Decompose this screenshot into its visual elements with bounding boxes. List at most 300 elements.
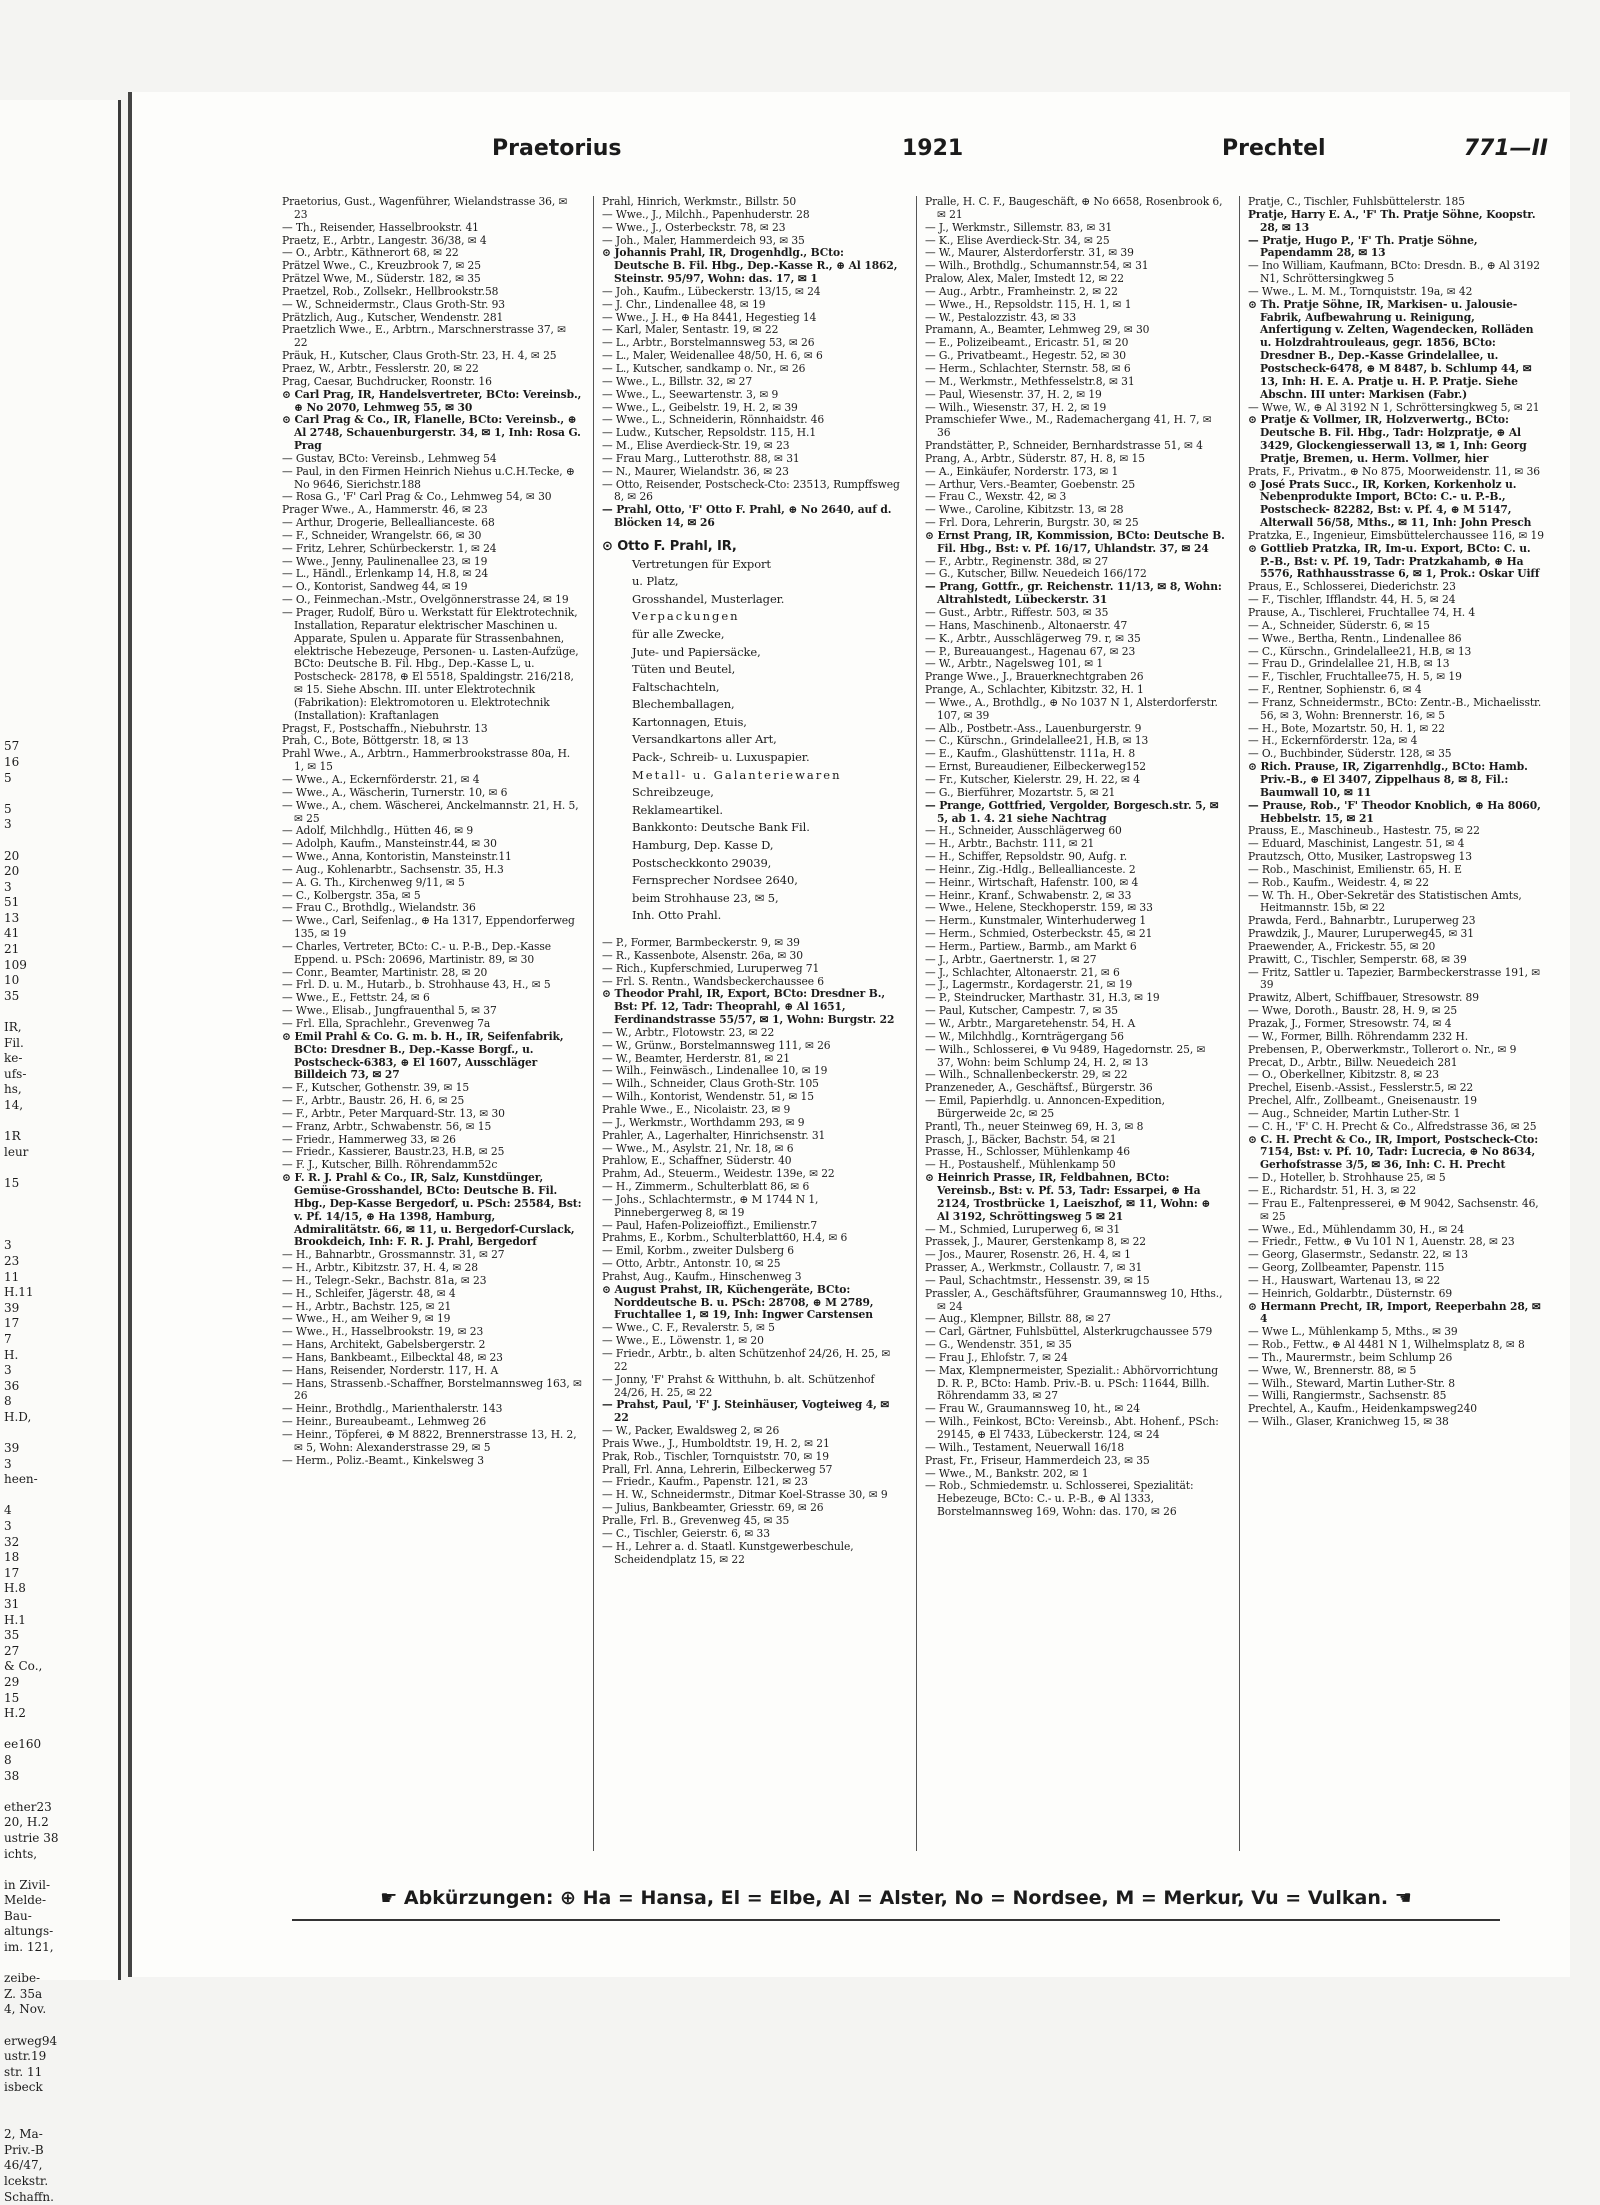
margin-fragment xyxy=(0,318,118,334)
margin-fragment: Z. 35a xyxy=(4,1986,43,2001)
margin-fragment xyxy=(0,396,118,412)
margin-fragment: 15 xyxy=(4,1175,20,1190)
margin-fragment xyxy=(0,1862,118,1878)
margin-fragment: 46/47, xyxy=(4,2158,43,2173)
directory-entry: Prandstätter, P., Schneider, Bernhardstrasse 51, ✉ 4 xyxy=(925,439,1203,453)
directory-entry: — F., Arbtr., Reginenstr. 38d, ✉ 27 xyxy=(925,554,1109,568)
directory-entry: — A., Schneider, Süderstr. 6, ✉ 15 xyxy=(1248,618,1430,632)
margin-fragment: 109 xyxy=(4,957,27,972)
margin-fragment xyxy=(0,833,118,849)
directory-entry: — W., Arbtr., Nagelsweg 101, ✉ 1 xyxy=(925,657,1104,671)
margin-fragment xyxy=(0,1784,118,1800)
directory-entry: — Arthur, Vers.-Beamter, Goebenstr. 25 xyxy=(925,477,1136,491)
directory-entry: — Wwe., Caroline, Kibitzstr. 13, ✉ 28 xyxy=(925,503,1124,517)
margin-fragment: H.8 xyxy=(4,1581,26,1596)
directory-entry: — A. G. Th., Kirchenweg 9/11, ✉ 5 xyxy=(282,875,465,889)
directory-entry: — Wilh., Feinkost, BCto: Vereinsb., Abt. Hohenf., PSch: 29145, ⊕ El 7433, Lübeckerstr. 124, ✉ 24 xyxy=(925,1415,1219,1441)
directory-entry: — Jonny, 'F' Prahst & Witthuhn, b. alt. Schützenhof 24/26, H. 25, ✉ 22 xyxy=(602,1372,875,1399)
directory-entry: — Heinrich, Goldarbtr., Düsternstr. 69 xyxy=(1248,1286,1453,1300)
margin-fragment xyxy=(0,256,118,272)
directory-entry: — Th., Maurermstr., beim Schlump 26 xyxy=(1248,1350,1453,1364)
directory-entry: — Julius, Bankbeamter, Griesstr. 69, ✉ 26 xyxy=(602,1501,824,1515)
advertisement-line: Tüten und Beutel, xyxy=(632,662,736,677)
directory-entry: — Gust., Arbtr., Riffestr. 503, ✉ 35 xyxy=(925,606,1109,619)
directory-entry: ⊙ August Prahst, IR, Küchengeräte, BCto: Norddeutsche B. u. PSch: 28708, ⊕ M 2789, Fruchtallee 1, ✉ 19, Inh: Ingwer Carstensen xyxy=(602,1282,874,1322)
directory-entry: — W., Schneidermstr., Claus Groth-Str. 93 xyxy=(282,297,505,311)
directory-entry: — H., Schiffer, Repsoldstr. 90, Aufg. r. xyxy=(925,850,1127,864)
directory-entry: — Frl. Dora, Lehrerin, Burgstr. 30, ✉ 25 xyxy=(925,516,1139,530)
directory-entry: — C. H., 'F' C. H. Precht & Co., Alfredstrasse 36, ✉ 25 xyxy=(1248,1119,1537,1133)
directory-entry: — Friedr., Hammerweg 33, ✉ 26 xyxy=(282,1132,456,1146)
margin-fragment: 35 xyxy=(4,1628,20,1643)
directory-entry: — Wwe., C. F., Revalerstr. 5, ✉ 5 xyxy=(602,1321,775,1335)
margin-fragment xyxy=(0,272,118,288)
directory-entry: — Wwe., H., Hasselbrookstr. 19, ✉ 23 xyxy=(282,1325,484,1339)
directory-entry: — M., Schmied, Luruperweg 6, ✉ 31 xyxy=(925,1222,1121,1236)
directory-entry: — Hans, Architekt, Gabelsbergerstr. 2 xyxy=(282,1338,486,1352)
margin-fragment xyxy=(0,568,118,584)
directory-entry: — Wwe., Bertha, Rentn., Lindenallee 86 xyxy=(1248,631,1462,645)
directory-entry: Prauss, E., Maschineub., Hastestr. 75, ✉ 22 xyxy=(1248,824,1480,838)
margin-fragment: 38 xyxy=(4,1768,20,1783)
header-first-entry: Praetorius xyxy=(492,136,622,161)
margin-fragment: H.1 xyxy=(4,1612,26,1627)
directory-entry: — Hans, Strassenb.-Schaffner, Borstelmannsweg 163, ✉ 26 xyxy=(282,1376,582,1403)
margin-fragment: & Co., xyxy=(4,1659,43,1674)
directory-entry: — Aug., Arbtr., Framheinstr. 2, ✉ 22 xyxy=(925,284,1118,298)
directory-entry: — W., Pestalozzistr. 43, ✉ 33 xyxy=(925,310,1077,324)
margin-fragment: 7 xyxy=(4,1331,12,1346)
margin-fragment: 35 xyxy=(4,988,20,1003)
advertisement-line: Faltschachteln, xyxy=(632,679,720,694)
directory-entry: — Herm., Kunstmaler, Winterhuderweg 1 xyxy=(925,914,1147,928)
advertisement-line: Verpackungen xyxy=(632,609,740,624)
directory-entry: — Prahl, Otto, 'F' Otto F. Prahl, ⊕ No 2640, auf d. Blöcken 14, ✉ 26 xyxy=(602,503,892,530)
directory-entry: — Frl. D. u. M., Hutarb., b. Strohhause 43, H., ✉ 5 xyxy=(282,978,551,992)
directory-entry: Prah, C., Bote, Böttgerstr. 18, ✉ 13 xyxy=(282,734,469,748)
directory-entry: — Rob., Maschinist, Emilienstr. 65, H. E xyxy=(1248,862,1462,876)
margin-fragment xyxy=(0,1722,118,1738)
directory-entry: — Hans, Bankbeamt., Eilbecktal 48, ✉ 23 xyxy=(282,1350,503,1364)
margin-fragment xyxy=(0,287,118,303)
margin-fragment: str. 11 xyxy=(4,2064,43,2079)
directory-entry: — Frau C., Brothdlg., Wielandstr. 36 xyxy=(282,901,476,915)
directory-entry: Prazak, J., Former, Stresowstr. 74, ✉ 4 xyxy=(1248,1017,1452,1030)
directory-entry: — Herm., Schlachter, Sternstr. 58, ✉ 6 xyxy=(925,361,1131,375)
directory-entry: — Wilh., Brothdlg., Schumannstr.54, ✉ 31 xyxy=(925,259,1149,273)
directory-entry: — F., Tischler, Ifflandstr. 44, H. 5, ✉ 24 xyxy=(1248,593,1456,607)
margin-fragment xyxy=(0,1160,118,1176)
directory-entry: — H., Telegr.-Sekr., Bachstr. 81a, ✉ 23 xyxy=(282,1273,487,1287)
page-number: 771—II xyxy=(1463,136,1548,161)
directory-entry: — L., Kutscher, sandkamp o. Nr., ✉ 26 xyxy=(602,361,806,375)
directory-entry: — Wwe L., Mühlenkamp 5, Mths., ✉ 39 xyxy=(1248,1325,1458,1339)
margin-fragment xyxy=(0,724,118,740)
directory-entry: — Johs., Schlachtermstr., ⊕ M 1744 N 1, Pinnebergerweg 8, ✉ 19 xyxy=(602,1192,819,1219)
directory-entry: — Wwe., M., Bankstr. 202, ✉ 1 xyxy=(925,1466,1089,1480)
directory-entry: Prahl Wwe., A., Arbtrn., Hammerbrookstrasse 80a, H. 1, ✉ 15 xyxy=(282,747,571,774)
directory-entry: — Emil, Papierhdlg. u. Annoncen-Expedition, Bürgerweide 2c, ✉ 25 xyxy=(925,1094,1165,1120)
directory-entry: — Wilh., Feinwäsch., Lindenallee 10, ✉ 19 xyxy=(602,1064,828,1078)
directory-entry: Prechel, Eisenb.-Assist., Fesslerstr.5, ✉ 22 xyxy=(1248,1081,1474,1095)
directory-entry: — A., Einkäufer, Norderstr. 173, ✉ 1 xyxy=(925,464,1119,478)
directory-entry: — Herm., Schmied, Osterbeckstr. 45, ✉ 21 xyxy=(925,927,1153,941)
directory-entry: — Joh., Kaufm., Lübeckerstr. 13/15, ✉ 24 xyxy=(602,284,821,298)
margin-fragment: leur xyxy=(4,1144,29,1159)
margin-fragment xyxy=(0,646,118,662)
column-divider xyxy=(593,196,594,1851)
directory-entry: Prause, A., Tischlerei, Fruchtallee 74, H. 4 xyxy=(1248,606,1476,619)
directory-entry: — Franz, Schneidermstr., BCto: Zentr.-B., Michaelisstr. 56, ✉ 3, Wohn: Brennerstr. 16, ✉ 5 xyxy=(1248,695,1542,722)
advertisement-line: Schreibzeuge, xyxy=(632,785,714,800)
margin-fragment: 3 xyxy=(4,1363,12,1378)
directory-entry: — H., Arbtr., Bachstr. 125, ✉ 21 xyxy=(282,1299,452,1313)
directory-entry: — Wwe., L., Seewartenstr. 3, ✉ 9 xyxy=(602,387,779,401)
directory-entry: — O., Oberkellner, Kibitzstr. 8, ✉ 23 xyxy=(1248,1068,1439,1082)
column-divider xyxy=(916,196,917,1851)
margin-fragment xyxy=(0,1956,118,1972)
directory-entry: Praetzlich Wwe., E., Arbtrn., Marschnerstrasse 37, ✉ 22 xyxy=(282,323,567,350)
directory-entry: — Georg, Zollbeamter, Papenstr. 115 xyxy=(1248,1261,1445,1275)
margin-fragment: 3 xyxy=(4,817,12,832)
directory-entry: — Charles, Vertreter, BCto: C.- u. P.-B., Dep.-Kasse Eppend. u. PSch: 20696, Martinistr. 89, ✉ 30 xyxy=(282,939,552,966)
directory-entry: — Carl, Gärtner, Fuhlsbüttel, Alsterkrugchaussee 579 xyxy=(925,1325,1213,1339)
directory-entry: — Wilh., Wiesenstr. 37, H. 2, ✉ 19 xyxy=(925,400,1107,414)
directory-entry: Prahlow, E., Schaffner, Süderstr. 40 xyxy=(602,1154,792,1168)
advertisement-line: Postscheckkonto 29039, xyxy=(632,855,772,870)
margin-fragment xyxy=(0,209,118,225)
margin-fragment: 23 xyxy=(4,1253,20,1268)
directory-entry: — N., Maurer, Wielandstr. 36, ✉ 23 xyxy=(602,464,789,478)
directory-entry: — F., Kutscher, Gothenstr. 39, ✉ 15 xyxy=(282,1081,470,1095)
directory-entry: Praetzel, Rob., Zollsekr., Hellbrookstr.58 xyxy=(282,284,499,298)
directory-entry: — W., Grünw., Borstelmannsweg 111, ✉ 26 xyxy=(602,1038,831,1052)
directory-entry: Prahle Wwe., E., Nicolaistr. 23, ✉ 9 xyxy=(602,1102,791,1116)
margin-fragment: 2, Ma- xyxy=(4,2127,43,2142)
directory-entry: Pratje, Harry E. A., 'F' Th. Pratje Söhne, Koopstr. 28, ✉ 13 xyxy=(1248,207,1536,234)
margin-fragment: 3 xyxy=(4,1238,12,1253)
margin-fragment xyxy=(0,583,118,599)
directory-entry: — Wwe., L., Geibelstr. 19, H. 2, ✉ 39 xyxy=(602,400,798,414)
directory-entry: — J. Chr., Lindenallee 48, ✉ 19 xyxy=(602,297,766,311)
directory-entry: — Heinr., Zig.-Hdlg., Belleallianceste. 2 xyxy=(925,862,1136,876)
margin-fragment xyxy=(0,225,118,241)
directory-entry: — Wwe., Anna, Kontoristin, Mansteinstr.11 xyxy=(282,850,512,864)
directory-entry: — Fritz, Sattler u. Tapezier, Barmbeckerstrasse 191, ✉ 39 xyxy=(1248,965,1541,992)
margin-fragment xyxy=(0,350,118,366)
margin-fragment: 36 xyxy=(4,1378,20,1393)
directory-entry: — Wilh., Glaser, Kranichweg 15, ✉ 38 xyxy=(1248,1415,1449,1429)
column-1 xyxy=(282,196,582,1851)
advertisement-line: Vertretungen für Export xyxy=(632,556,771,571)
directory-entry: — Wwe., A., Brothdlg., ⊕ No 1037 N 1, Alsterdorferstr. 107, ✉ 39 xyxy=(925,695,1218,722)
directory-entry: — Gustav, BCto: Vereinsb., Lehmweg 54 xyxy=(282,451,497,465)
directory-entry: — Heinr., Töpferei, ⊕ M 8822, Brennerstrasse 13, H. 2, ✉ 5, Wohn: Alexanderstrasse 29, ✉ 5 xyxy=(282,1428,577,1454)
directory-entry: ⊙ Theodor Prahl, IR, Export, BCto: Dresdner B., Bst: Pf. 12, Tadr: Theoprahl, ⊕ Al 1651, Ferdinandstrasse 55/57, ✉ 1, Wohn: Burgstr. 22 xyxy=(602,987,895,1027)
directory-entry: — Paul, in den Firmen Heinrich Niehus u.C.H.Tecke, ⊕ No 9646, Sierichstr.188 xyxy=(282,464,575,491)
directory-entry: — J., Lagermstr., Kordagerstr. 21, ✉ 19 xyxy=(925,978,1133,992)
directory-entry: Prats, F., Privatm., ⊕ No 875, Moorweidenstr. 11, ✉ 36 xyxy=(1248,464,1540,478)
advertisement-line: Inh. Otto Prahl. xyxy=(632,908,722,923)
margin-fragment xyxy=(0,615,118,631)
margin-fragment xyxy=(0,178,118,194)
directory-entry: — Wwe, W., Brennerstr. 88, ✉ 5 xyxy=(1248,1363,1417,1377)
directory-entry: Pralow, Alex, Maler, Imstedt 12, ✉ 22 xyxy=(925,272,1124,286)
directory-entry: Prange, A., Schlachter, Kibitzstr. 32, H. 1 xyxy=(925,683,1144,697)
directory-entry: Prantl, Th., neuer Steinweg 69, H. 3, ✉ 8 xyxy=(925,1119,1144,1133)
margin-fragment xyxy=(0,630,118,646)
directory-entry: — C., Kürschn., Grindelallee21, H.B, ✉ 13 xyxy=(1248,644,1472,658)
directory-entry: — Franz, Arbtr., Schwabenstr. 56, ✉ 15 xyxy=(282,1119,492,1133)
margin-fragment xyxy=(0,1425,118,1441)
directory-entry: — Aug., Klempner, Billstr. 88, ✉ 27 xyxy=(925,1312,1111,1326)
advertisement-line: Pack-, Schreib- u. Luxuspapier. xyxy=(632,750,810,765)
directory-entry: Prang, A., Arbtr., Süderstr. 87, H. 8, ✉ 15 xyxy=(925,451,1145,465)
margin-fragment: 32 xyxy=(4,1534,20,1549)
directory-entry: — Paul, Wiesenstr. 37, H. 2, ✉ 19 xyxy=(925,387,1102,401)
directory-entry: — G., Wendenstr. 351, ✉ 35 xyxy=(925,1338,1072,1352)
margin-fragment: zeibe- xyxy=(4,1971,41,1986)
directory-entry: — Friedr., Arbtr., b. alten Schützenhof 24/26, H. 25, ✉ 22 xyxy=(602,1347,891,1373)
margin-fragment: 57 xyxy=(4,739,20,754)
directory-entry: — Adolph, Kaufm., Mansteinstr.44, ✉ 30 xyxy=(282,837,497,851)
directory-entry: Prasch, J., Bäcker, Bachstr. 54, ✉ 21 xyxy=(925,1132,1117,1146)
directory-entry: — Friedr., Fettw., ⊕ Vu 101 N 1, Auenstr. 28, ✉ 23 xyxy=(1248,1235,1515,1249)
directory-entry: Praewender, A., Frickestr. 55, ✉ 20 xyxy=(1248,939,1436,953)
margin-fragment: Bau- xyxy=(4,1908,32,1923)
margin-fragment: 20 xyxy=(4,848,20,863)
directory-entry: — W., Former, Billh. Röhrendamm 232 H. xyxy=(1248,1029,1469,1043)
directory-entry: — L., Maler, Weidenallee 48/50, H. 6, ✉ 6 xyxy=(602,349,823,363)
margin-fragment xyxy=(0,116,118,132)
margin-fragment xyxy=(0,443,118,459)
margin-fragment: 20, H.2 xyxy=(4,1815,49,1830)
directory-entry: — M., Werkmstr., Methfesselstr.8, ✉ 31 xyxy=(925,374,1135,388)
directory-entry: Prätzel Wwe, M., Süderstr. 182, ✉ 35 xyxy=(282,272,481,286)
margin-fragment xyxy=(0,599,118,615)
margin-fragment xyxy=(0,162,118,178)
directory-entry: — Heinr., Wirtschaft, Hafenstr. 100, ✉ 4 xyxy=(925,875,1139,889)
advertisement-line: u. Platz, xyxy=(632,574,679,589)
directory-entry: Pramann, A., Beamter, Lehmweg 29, ✉ 30 xyxy=(925,323,1150,337)
advertisement-line: Grosshandel, Musterlager. xyxy=(632,591,785,606)
directory-entry: — Wilh., Schneider, Claus Groth-Str. 105 xyxy=(602,1077,819,1091)
directory-page xyxy=(128,92,1570,1977)
directory-entry: — Wwe., E., Löwenstr. 1, ✉ 20 xyxy=(602,1334,764,1348)
margin-fragment xyxy=(0,365,118,381)
directory-entry: ⊙ Johannis Prahl, IR, Drogenhdlg., BCto: Deutsche B. Fil. Hbg., Dep.-Kasse R., ⊕ Al 1862, Steinstr. 95/97, Wohn: das. 17, ✉ 1 xyxy=(602,246,898,286)
margin-fragment xyxy=(0,1488,118,1504)
column-4 xyxy=(1248,196,1548,1851)
advertisement-line: Reklameartikel. xyxy=(632,802,723,817)
directory-entry: — C., Kolbergstr. 35a, ✉ 5 xyxy=(282,888,421,902)
margin-fragment xyxy=(0,661,118,677)
directory-entry: — G., Kutscher, Billw. Neuedeich 166/172 xyxy=(925,567,1147,581)
directory-entry: — L., Händl., Erlenkamp 14, H.8, ✉ 24 xyxy=(282,567,489,581)
directory-entry: — Ludw., Kutscher, Repsoldstr. 115, H.1 xyxy=(602,426,817,440)
directory-entry: Prais Wwe., J., Humboldtstr. 19, H. 2, ✉ 21 xyxy=(602,1436,830,1450)
directory-entry: — Ernst, Bureaudiener, Eilbeckerweg152 xyxy=(925,760,1147,774)
advertisement-block xyxy=(602,538,902,925)
directory-entry: Prasser, A., Werkmstr., Collaustr. 7, ✉ 31 xyxy=(925,1261,1143,1275)
directory-entry: — R., Kassenbote, Alsenstr. 26a, ✉ 30 xyxy=(602,948,803,962)
margin-fragment xyxy=(0,334,118,350)
directory-entry: — Wilh., Schlosserei, ⊕ Vu 9489, Hagedornstr. 25, ✉ 37, Wohn: beim Schlump 24, H. 2, ✉ 13 xyxy=(925,1042,1206,1069)
directory-entry: — Hans, Reisender, Norderstr. 117, H. A xyxy=(282,1363,499,1377)
margin-fragment: H. xyxy=(4,1347,19,1362)
entry-columns xyxy=(282,196,1552,1851)
margin-fragment: lcekstr. xyxy=(4,2173,49,2188)
directory-entry: — O., Buchbinder, Süderstr. 128, ✉ 35 xyxy=(1248,747,1452,761)
directory-entry: — P., Bureauangest., Hagenau 67, ✉ 23 xyxy=(925,644,1136,658)
directory-entry: ⊙ Heinrich Prasse, IR, Feldbahnen, BCto: Vereinsb., Bst: v. Pf. 53, Tadr: Essarpei, ⊕ Ha 2124, Trostbrücke 1, Laeiszhof, ✉ 11, Wohn: ⊕ Al 3192, Schröttingsweg 5 ✉ 21 xyxy=(925,1171,1211,1223)
margin-fragment xyxy=(0,100,118,116)
advertisement-line: Fernsprecher Nordsee 2640, xyxy=(632,873,798,888)
margin-fragment xyxy=(0,131,118,147)
directory-entry: — F., Arbtr., Baustr. 26, H. 6, ✉ 25 xyxy=(282,1094,465,1108)
directory-entry: ⊙ Carl Prag, IR, Handelsvertreter, BCto: Vereinsb., ⊕ No 2070, Lehmweg 55, ✉ 30 xyxy=(282,387,582,414)
directory-entry: Prast, Fr., Friseur, Hammerdeich 23, ✉ 35 xyxy=(925,1453,1150,1467)
directory-entry: — W., Maurer, Alsterdorferstr. 31, ✉ 39 xyxy=(925,246,1134,260)
margin-fragment: 39 xyxy=(4,1300,20,1315)
directory-entry: — Heinr., Bureaubeamt., Lehmweg 26 xyxy=(282,1415,487,1429)
directory-entry: — H., Eckernförderstr. 12a, ✉ 4 xyxy=(1248,734,1418,748)
advertisement-name: ⊙ Otto F. Prahl, IR, xyxy=(602,538,737,554)
directory-entry: — J., Werkmstr., Sillemstr. 83, ✉ 31 xyxy=(925,220,1113,234)
margin-fragment: 3 xyxy=(4,1519,12,1534)
directory-entry: ⊙ Hermann Precht, IR, Import, Reeperbahn 28, ✉ 4 xyxy=(1248,1299,1541,1326)
directory-entry: Prebensen, P., Oberwerkmstr., Tollerort o. Nr., ✉ 9 xyxy=(1248,1042,1517,1056)
directory-entry: Praetz, E., Arbtr., Langestr. 36/38, ✉ 4 xyxy=(282,233,487,247)
directory-entry: — Frl. Ella, Sprachlehr., Grevenweg 7a xyxy=(282,1017,491,1030)
directory-entry: — Wilh., Steward, Martin Luther-Str. 8 xyxy=(1248,1376,1455,1390)
directory-entry: — Wwe., L., Schneiderin, Rönnhaidstr. 46 xyxy=(602,413,825,427)
margin-fragment xyxy=(0,303,118,319)
margin-fragment: 16 xyxy=(4,754,20,769)
directory-entry: — Friedr., Kassierer, Baustr.23, H.B, ✉ 25 xyxy=(282,1145,505,1159)
margin-fragment: 8 xyxy=(4,1394,12,1409)
margin-fragment: 11 xyxy=(4,1269,20,1284)
directory-entry: — F., Tischler, Fruchtallee75, H. 5, ✉ 19 xyxy=(1248,670,1462,684)
directory-entry: — K., Elise Averdieck-Str. 34, ✉ 25 xyxy=(925,233,1110,247)
directory-entry: — Frau D., Grindelallee 21, H.B, ✉ 13 xyxy=(1248,657,1450,671)
directory-entry: — W. Th. H., Ober-Sekretär des Statistischen Amts, Heitmannstr. 15b, ✉ 22 xyxy=(1248,888,1522,915)
margin-fragment: 5 xyxy=(4,770,12,785)
directory-entry: — Rich., Kupferschmied, Luruperweg 71 xyxy=(602,961,820,975)
directory-entry: — H., Schneider, Ausschlägerweg 60 xyxy=(925,824,1122,838)
directory-entry: — G., Privatbeamt., Hegestr. 52, ✉ 30 xyxy=(925,349,1126,363)
directory-entry: ⊙ F. R. J. Prahl & Co., IR, Salz, Kunstdünger, Gemüse-Grosshandel, BCto: Deutsche B. Fil. Hbg., Dep-Kasse Bergedorf, u. PSch: 25584, Bst: v. Pf. 14/15, ⊕ Ha 1398, Hamburg, Admiralitätstr. 66, ✉ 11, u. Bergedorf-Curslack, Brookdeich, Inh: F. R. J. Prahl, Bergedorf xyxy=(282,1171,582,1249)
directory-entry: ⊙ Pratje & Vollmer, IR, Holzverwertg., BCto: Deutsche B. Fil. Hbg., Tadr: Holzpratje, ⊕ Al 3429, Glockengiesserwall 13, ✉ 1, Inh: Georg Pratje, Bremen, u. Herm. Vollmer, hier xyxy=(1248,413,1527,465)
margin-fragment xyxy=(0,708,118,724)
directory-entry: — Wwe., L. M. M., Tornquiststr. 19a, ✉ 42 xyxy=(1248,284,1473,298)
directory-entry: ⊙ C. H. Precht & Co., IR, Import, Postscheck-Cto: 7154, Bst: v. Pf. 10, Tadr: Lucrecia, ⊕ No 8634, Gerhofstrasse 3/5, ✉ 36, Inh: C. H. Precht xyxy=(1248,1132,1539,1172)
margin-fragment: 10 xyxy=(4,973,20,988)
directory-entry: — Karl, Maler, Sentastr. 19, ✉ 22 xyxy=(602,323,779,337)
margin-fragment: Schaffn. xyxy=(4,2189,54,2204)
column-2 xyxy=(602,196,902,1851)
directory-entry: Präuk, H., Kutscher, Claus Groth-Str. 23, H. 4, ✉ 25 xyxy=(282,349,557,363)
header-last-entry: Prechtel xyxy=(1222,136,1326,161)
directory-entry: Pralle, Frl. B., Grevenweg 45, ✉ 35 xyxy=(602,1513,790,1527)
directory-entry: — Herm., Partiew., Barmb., am Markt 6 xyxy=(925,939,1137,953)
directory-entry: — Wwe., Elisab., Jungfrauenthal 5, ✉ 37 xyxy=(282,1004,497,1018)
margin-fragment xyxy=(0,1207,118,1223)
directory-entry: Pratje, C., Tischler, Fuhlsbüttelerstr. 185 xyxy=(1248,195,1465,208)
directory-entry: — O., Kontorist, Sandweg 44, ✉ 19 xyxy=(282,580,468,594)
directory-entry: — M., Elise Averdieck-Str. 19, ✉ 23 xyxy=(602,439,790,453)
directory-entry: Pratzka, E., Ingenieur, Eimsbüttelerchaussee 116, ✉ 19 xyxy=(1248,528,1544,542)
margin-fragment: ustr.19 xyxy=(4,2049,47,2064)
margin-fragment xyxy=(0,2018,118,2034)
directory-entry: Prassler, A., Geschäftsführer, Graumannsweg 10, Hths., ✉ 24 xyxy=(925,1286,1223,1313)
directory-entry: — Fritz, Lehrer, Schürbeckerstr. 1, ✉ 24 xyxy=(282,541,497,555)
advertisement-line: für alle Zwecke, xyxy=(632,626,725,641)
margin-fragment: Melde- xyxy=(4,1893,47,1908)
directory-entry: — Frau W., Graumannsweg 10, ht., ✉ 24 xyxy=(925,1402,1140,1416)
margin-fragment: 17 xyxy=(4,1565,20,1580)
directory-entry: — H., Lehrer a. d. Staatl. Kunstgewerbeschule, Scheidendplatz 15, ✉ 22 xyxy=(602,1539,854,1566)
margin-fragment: 17 xyxy=(4,1316,20,1331)
directory-entry: — Aug., Schneider, Martin Luther-Str. 1 xyxy=(1248,1106,1461,1120)
directory-entry: — Wilh., Testament, Neuerwall 16/18 xyxy=(925,1440,1125,1454)
directory-entry: — O., Feinmechan.-Mstr., Ovelgönnerstrasse 24, ✉ 19 xyxy=(282,593,569,607)
directory-entry: — F., Arbtr., Peter Marquard-Str. 13, ✉ 30 xyxy=(282,1106,505,1120)
margin-fragment: 21 xyxy=(4,942,20,957)
margin-fragment: erweg94 xyxy=(4,2033,58,2048)
directory-entry: — Joh., Maler, Hammerdeich 93, ✉ 35 xyxy=(602,233,805,247)
directory-entry: — Frau C., Wexstr. 42, ✉ 3 xyxy=(925,490,1067,504)
directory-entry: Prassek, J., Maurer, Gerstenkamp 8, ✉ 22 xyxy=(925,1235,1146,1249)
directory-entry: — Adolf, Milchhdlg., Hütten 46, ✉ 9 xyxy=(282,824,474,838)
advertisement-line: Metall- u. Galanteriewaren xyxy=(632,767,842,782)
margin-fragment: Priv.-B xyxy=(4,2142,44,2157)
directory-entry: — W., Milchhdlg., Kornträgergang 56 xyxy=(925,1029,1124,1043)
column-3 xyxy=(925,196,1225,1851)
directory-entry: — Friedr., Kaufm., Papenstr. 121, ✉ 23 xyxy=(602,1475,808,1489)
margin-fragment: 18 xyxy=(4,1550,20,1565)
directory-entry: — Th., Reisender, Hasselbrookstr. 41 xyxy=(282,220,479,234)
directory-entry: — Wwe., A., Wäscherin, Turnerstr. 10, ✉ 6 xyxy=(282,785,508,799)
directory-entry: — J., Werkmstr., Worthdamm 293, ✉ 9 xyxy=(602,1115,805,1129)
margin-fragment xyxy=(0,2096,118,2112)
margin-fragment xyxy=(0,459,118,475)
directory-entry: — Jos., Maurer, Rosenstr. 26, H. 4, ✉ 1 xyxy=(925,1248,1131,1262)
directory-entry: — H., Bahnarbtr., Grossmannstr. 31, ✉ 27 xyxy=(282,1248,505,1262)
directory-entry: Pragst, F., Postschaffn., Niebuhrstr. 13 xyxy=(282,721,488,735)
directory-entry: Prätzlich, Aug., Kutscher, Wendenstr. 281 xyxy=(282,310,504,324)
directory-entry: — Herm., Poliz.-Beamt., Kinkelsweg 3 xyxy=(282,1453,484,1467)
margin-fragment xyxy=(0,693,118,709)
directory-entry: — D., Hoteller, b. Strohhause 25, ✉ 5 xyxy=(1248,1171,1446,1185)
directory-entry: Pramschiefer Wwe., M., Rademachergang 41, H. 7, ✉ 36 xyxy=(925,413,1212,440)
advertisement-line: beim Strohhause 23, ✉ 5, xyxy=(632,890,779,905)
directory-entry: — Wwe., J., Osterbeckstr. 78, ✉ 23 xyxy=(602,220,786,234)
directory-entry: ⊙ Th. Pratje Söhne, IR, Markisen- u. Jalousie-Fabrik, Aufbewahrung u. Reinigung, Anfertigung v. Zelten, Wagendecken, Rolläden u. Holzdrahtrouleaus, gegr. 1856, BCto: Dresdner B., Dep.-Kasse Grindelallee, u. Postscheck-6478, ⊕ M 8487, b. Schlump 44, ✉ 13, Inh: H. E. A. Pratje u. H. P. Pratje. Siehe Abschn. III unter: Markisen (Fabr.) xyxy=(1248,297,1534,401)
directory-entry: — Wwe., Carl, Seifenlag., ⊕ Ha 1317, Eppendorferweg 135, ✉ 19 xyxy=(282,914,575,941)
directory-entry: Prawitz, Albert, Schiffbauer, Stresowstr. 89 xyxy=(1248,991,1479,1005)
directory-entry: Praus, E., Schlosserei, Diederichstr. 23 xyxy=(1248,580,1456,594)
directory-entry: — Willi, Rangiermstr., Sachsenstr. 85 xyxy=(1248,1389,1447,1403)
directory-entry: Prawda, Ferd., Bahnarbtr., Luruperweg 23 xyxy=(1248,914,1476,928)
directory-entry: — Wwe., E., Fettstr. 24, ✉ 6 xyxy=(282,991,430,1005)
directory-entry: Precat, D., Arbtr., Billw. Neuedeich 281 xyxy=(1248,1055,1458,1069)
margin-fragment: H.11 xyxy=(4,1285,34,1300)
directory-entry: — Frl. S. Rentn., Wandsbeckerchaussee 6 xyxy=(602,974,824,988)
directory-entry: — P., Former, Barmbeckerstr. 9, ✉ 39 xyxy=(602,936,800,949)
directory-entry: — Wwe., H., Repsoldstr. 115, H. 1, ✉ 1 xyxy=(925,297,1132,311)
directory-entry: — Prang, Gottfr., gr. Reichenstr. 11/13, ✉ 8, Wohn: Altrahlstedt, Lübeckerstr. 31 xyxy=(925,580,1222,607)
